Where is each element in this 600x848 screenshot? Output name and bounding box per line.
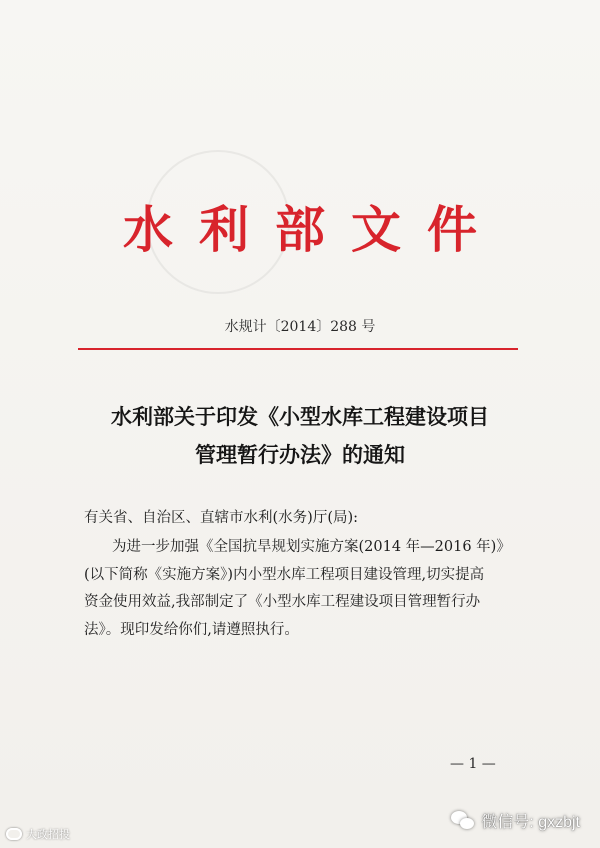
source-watermark-text: 大政招投 (26, 829, 70, 841)
source-logo-icon (6, 828, 22, 840)
wechat-watermark-text: 微信号: gxzbjt (481, 814, 580, 831)
wechat-watermark (451, 809, 580, 832)
body-paragraph (84, 534, 524, 644)
salutation: 有关省、自治区、直辖市水利(水务)厅(局): (84, 510, 359, 526)
source-watermark (6, 826, 70, 842)
wechat-icon (451, 811, 475, 831)
notice-title-line-2: 管理暂行办法》的通知 (195, 442, 405, 467)
body-line-4: 法》。现印发给你们,请遵照执行。 (84, 621, 299, 638)
body-line-2: (以下简称《实施方案》)内小型水库工程项目建设管理,切实提高 (84, 566, 485, 583)
body-line-1: 为进一步加强《全国抗旱规划实施方案(2014 年—2016 年)》 (112, 539, 511, 555)
notice-title (0, 398, 600, 474)
document-header-title: 水利部文件 (123, 200, 503, 259)
body-line-3: 资金使用效益,我部制定了《小型水库工程建设项目管理暂行办 (84, 594, 481, 610)
red-divider (78, 348, 518, 350)
page-number: — 1 — (450, 756, 496, 772)
notice-title-line-1: 水利部关于印发《小型水库工程建设项目 (111, 404, 489, 429)
document-number: 水规计〔2014〕288 号 (224, 319, 376, 335)
